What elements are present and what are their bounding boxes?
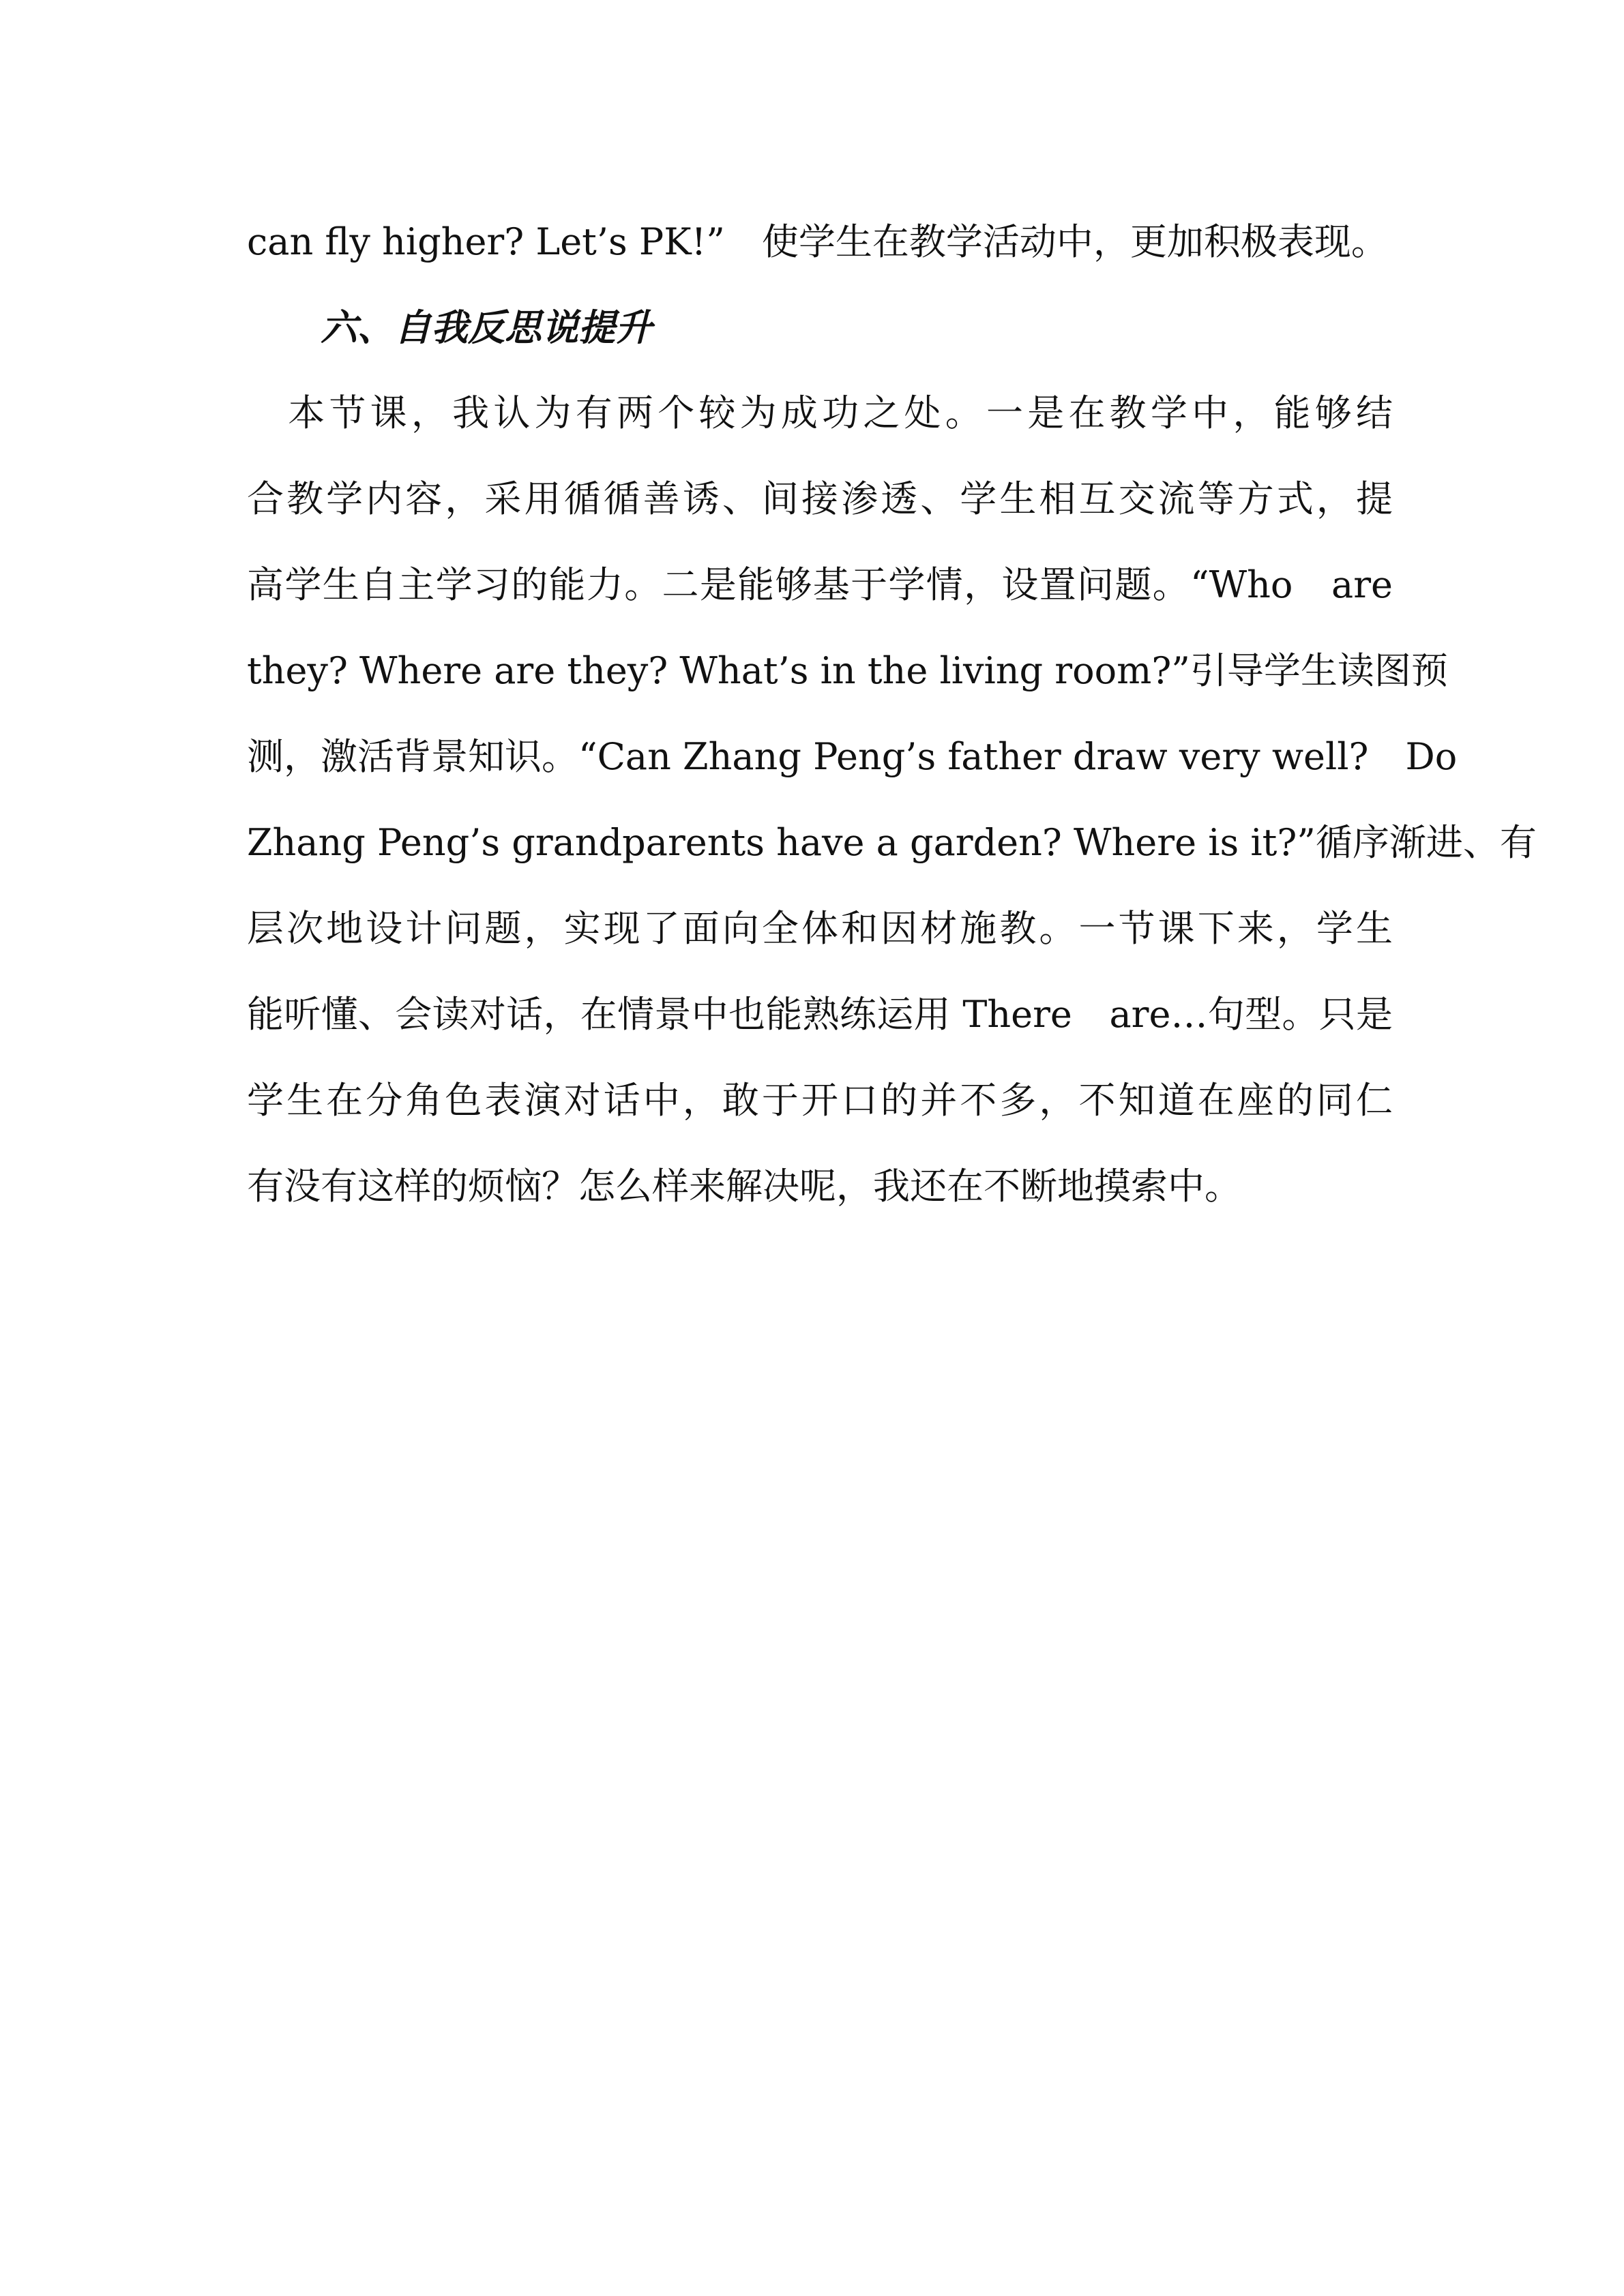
paragraph-line: 学生在分角色表演对话中，敢于开口的并不多，不知道在座的同仁 [247,1079,1393,1122]
paragraph-line: 高学生自主学习的能力。二是能够基于学情，设置问题。“Who are [247,563,1393,606]
continuation-line: can fly higher? Let’s PK!” 使学生在教学活动中，更加积极表现。 [247,220,1388,263]
paragraph-line: they? Where are they? What’s in the living room?”引导学生读图预 [247,649,1448,692]
paragraph-line: 测，激活背景知识。“Can Zhang Peng’s father draw very well? Do [247,735,1458,778]
paragraph-line: 有没有这样的烦恼？怎么样来解决呢，我还在不断地摸索中。 [247,1165,1241,1208]
paragraph-line: Zhang Peng’s grandparents have a garden? Where is it?”循序渐进、有 [247,821,1537,864]
paragraph-line: 本节课，我认为有两个较为成功之处。一是在教学中，能够结 [247,391,1393,434]
section-heading: 六、自我反思说提升 [321,305,652,349]
paragraph-line: 能听懂、会读对话，在情景中也能熟练运用 There are…句型。只是 [247,993,1393,1036]
paragraph-line: 合教学内容，采用循循善诱、间接渗透、学生相互交流等方式，提 [247,477,1393,520]
paragraph-line: 层次地设计问题，实现了面向全体和因材施教。一节课下来，学生 [247,907,1393,950]
